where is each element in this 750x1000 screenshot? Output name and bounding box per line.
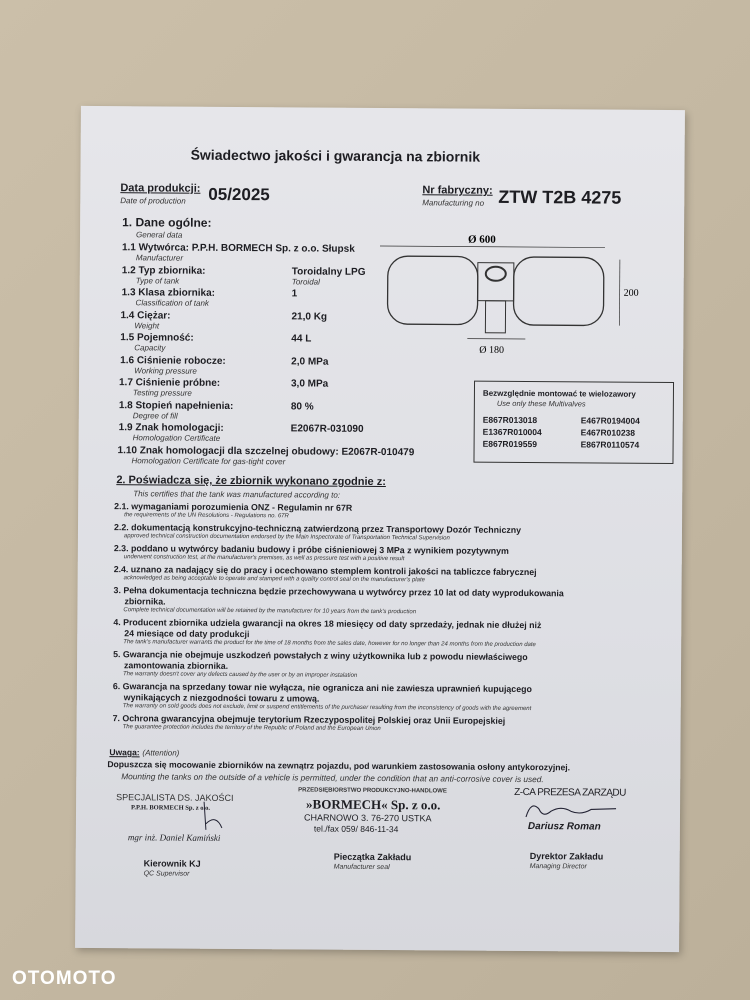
certify-item-text: 2.1. wymaganiami porozumienia ONZ - Regulamin nr 67R bbox=[114, 501, 353, 513]
height-label: 200 bbox=[623, 287, 639, 299]
certify-item bbox=[113, 617, 673, 650]
certify-item-text-en: acknowledged as being acceptable to operate and stamped with a quality control seal on the manufacturer's plate bbox=[123, 575, 426, 584]
certify-item-text-en: The warranty doesn't cover any defects caused by the user or by an improper instalation bbox=[122, 671, 358, 679]
certify-item bbox=[113, 713, 673, 735]
general-row-label: 1.9 Znak homologacji: bbox=[118, 422, 224, 434]
certify-item bbox=[113, 649, 673, 682]
qc-stamp-line1: SPECJALISTA DS. JAKOŚCI bbox=[116, 792, 234, 803]
multivalve-code: E1367R010004 bbox=[482, 426, 542, 437]
certify-item-text-en: the requirements of the UN Resolutions - Regulations no. 67R bbox=[124, 512, 289, 520]
general-row-value: E2067R-031090 bbox=[290, 423, 364, 435]
serial-label-en: Manufacturing no bbox=[422, 198, 485, 208]
seal-line2: »BORMECH« Sp. z o.o. bbox=[306, 796, 441, 813]
certify-item bbox=[114, 564, 674, 586]
general-row-label: 1.5 Pojemność: bbox=[120, 332, 194, 344]
general-row-value: 3,0 MPa bbox=[290, 378, 329, 390]
certify-item-text-en: The warranty on sold goods does not exclude, limit or suspend entitlements of the purchaser resulting from the inconsistency of goods with the agreement bbox=[122, 703, 532, 713]
tank-diagram bbox=[379, 232, 650, 360]
document-title: Świadectwo jakości i gwarancja na zbiornik bbox=[190, 146, 481, 165]
certify-item-text: 2.3. poddano u wytwórcy badaniu budowy i próbe ciśnieniowej 3 MPa z wynikiem pozytywnym bbox=[113, 543, 509, 556]
general-row-label-en: Type of tank bbox=[135, 275, 180, 286]
multivalves-heading: Bezwzględnie montować te wielozawory bbox=[482, 388, 636, 399]
diameter-inner-label: Ø 180 bbox=[479, 344, 505, 356]
production-date-value: 05/2025 bbox=[208, 184, 270, 205]
general-heading: 1. Dane ogólne: bbox=[122, 215, 212, 230]
certify-item-text-en: The tank's manufacturer warrants the product for the time of 18 months from the sales date, however for no longer than 24 months from the production date bbox=[123, 639, 536, 649]
qc-name: mgr inż. Daniel Kamiński bbox=[127, 832, 221, 843]
serial-value: ZTW T2B 4275 bbox=[498, 186, 622, 208]
general-row-label-en: Homologation Certificate for gas-tight cover bbox=[131, 455, 286, 466]
general-row-label-en: Degree of fill bbox=[132, 410, 178, 421]
multivalve-code: E467R0194004 bbox=[580, 415, 640, 426]
general-row-label: 1.3 Klasa zbiornika: bbox=[121, 287, 216, 299]
seal-line3: CHARNOWO 3. 76-270 USTKA bbox=[303, 812, 432, 824]
general-row-value: 1 bbox=[291, 288, 298, 300]
multivalve-code: E467R010238 bbox=[580, 427, 636, 438]
production-date-label-en: Date of production bbox=[120, 196, 186, 206]
certify-item-text: 2.4. uznano za nadający się do pracy i ocechowano stemplem kontroli jakości na tabliczce fabrycznej bbox=[113, 564, 537, 578]
otomoto-watermark: OTOMOTO bbox=[12, 968, 117, 989]
director-name: Dariusz Roman bbox=[527, 821, 601, 833]
certify-item bbox=[114, 543, 674, 565]
certify-item-text-cont: zamontowania zbiornika. bbox=[124, 660, 229, 671]
certificate-document bbox=[75, 106, 685, 952]
multivalve-code: E867R013018 bbox=[482, 414, 538, 426]
certify-item bbox=[114, 501, 674, 523]
certify-item bbox=[114, 522, 674, 544]
certify-item-text: 3. Pełna dokumentacja techniczna będzie przechowywana u wytwórcy przez 10 lat od daty wyprodukowania bbox=[113, 585, 564, 599]
general-row-value-en: Toroidal bbox=[291, 276, 320, 287]
general-row-label-en: Classification of tank bbox=[135, 298, 209, 308]
seal-role: Pieczątka Zakładu bbox=[333, 851, 412, 863]
director-stamp-line1: Z-CA PREZESA ZARZĄDU bbox=[514, 786, 626, 799]
certify-item-text-en: approved technical construction documentation endorsed by the Main Inspectorate of Transportation Technical Supervision bbox=[123, 533, 450, 542]
certify-item-text: 6. Gwarancja na sprzedany towar nie wyłącza, nie ogranicza ani nie zawiesza uprawnień kupującego bbox=[112, 681, 532, 695]
certify-item-text-cont: wynikających z niezgodności towaru z umową. bbox=[123, 692, 320, 704]
certify-item-text-cont: 24 miesiące od daty produkcji bbox=[124, 628, 250, 640]
qc-stamp-line2: P.P.H. BORMECH Sp. z o.o. bbox=[131, 804, 211, 812]
multivalve-code: E867R019559 bbox=[482, 438, 537, 449]
production-date-label: Data produkcji: bbox=[120, 182, 201, 195]
multivalve-code: E867R0110574 bbox=[580, 438, 640, 450]
certify-item-text: 4. Producent zbiornika udziela gwarancji na okres 18 miesięcy od daty sprzedaży, jednak nie dłużej niż bbox=[113, 617, 542, 631]
certify-item-text-en: The guarantee protection includes the territory of the Republic of Poland and the European Union bbox=[122, 724, 381, 733]
certify-item bbox=[113, 681, 673, 714]
diameter-outer-label: Ø 600 bbox=[467, 233, 496, 246]
attention-label: Uwaga: bbox=[109, 747, 140, 758]
certify-list bbox=[113, 501, 675, 738]
certify-heading: 2. Poświadcza się, że zbiornik wykonano zgodnie z: bbox=[116, 474, 386, 489]
attention-text-en: Mounting the tanks on the outside of a vehicle is permitted, under the condition that an anti-corrosive cover is used. bbox=[121, 771, 544, 785]
certify-item-text-en: underwent construction test, at the manufacturer's premises, as well as pressure test with a positive result bbox=[123, 554, 405, 563]
certify-item bbox=[113, 585, 673, 618]
qc-role: Kierownik KJ bbox=[143, 858, 201, 869]
general-row-label: 1.8 Stopień napełnienia: bbox=[118, 399, 234, 412]
certify-item-text: 7. Ochrona gwarancyjna obejmuje terytorium Rzeczypospolitej Polskiej oraz Unii Europejskiej bbox=[112, 713, 506, 726]
general-row-label: 1.6 Ciśnienie robocze: bbox=[120, 354, 226, 367]
general-row-label: 1.4 Ciężar: bbox=[120, 309, 171, 322]
attention-label-en: (Attention) bbox=[142, 748, 180, 758]
general-row-value: 21,0 Kg bbox=[291, 310, 328, 323]
director-role: Dyrektor Zakładu bbox=[529, 851, 604, 862]
general-row-label-en: Working pressure bbox=[134, 365, 197, 376]
general-row-label-en: Manufacturer bbox=[135, 253, 184, 263]
general-row-value: 44 L bbox=[291, 333, 312, 345]
general-row-label-en: Capacity bbox=[134, 343, 166, 353]
general-row-label: 1.7 Ciśnienie próbne: bbox=[118, 377, 221, 389]
director-signature bbox=[521, 800, 621, 821]
qc-signature bbox=[196, 800, 226, 832]
seal-role-en: Manufacturer seal bbox=[333, 863, 390, 872]
general-row-value: Toroidalny LPG bbox=[291, 265, 366, 278]
general-row-label-en: Homologation Certificate bbox=[132, 433, 221, 443]
multivalves-heading-en: Use only these Multivalves bbox=[496, 398, 586, 409]
general-row-label-en: Weight bbox=[134, 320, 160, 330]
general-row-label: 1.2 Typ zbiornika: bbox=[121, 264, 206, 277]
general-row-label: 1.10 Znak homologacji dla szczelnej obudowy: E2067R-010479 bbox=[117, 444, 415, 458]
seal-line1: PRZEDSIĘBIORSTWO PRODUKCYJNO-HANDLOWE bbox=[298, 787, 447, 795]
general-heading-en: General data bbox=[136, 230, 183, 240]
general-row-value: 2,0 MPa bbox=[291, 355, 329, 368]
seal-line4: tel./fax 059/ 846-11-34 bbox=[313, 823, 399, 835]
qc-role-en: QC Supervisor bbox=[143, 870, 190, 878]
certify-item-text: 5. Gwarancja nie obejmuje uszkodzeń powstałych z winy użytkownika lub z powodu niewłaściwego bbox=[113, 649, 528, 663]
certify-item-text-cont: zbiornika. bbox=[124, 596, 166, 607]
multivalves-box bbox=[473, 381, 674, 464]
general-row-label: 1.1 Wytwórca: P.P.H. BORMECH Sp. z o.o. Słupsk bbox=[121, 242, 355, 255]
certify-heading-en: This certifies that the tank was manufactured according to: bbox=[133, 489, 341, 500]
certify-item-text-en: Complete technical documentation will be retained by the manufacturer for 10 years from the tank's production bbox=[123, 607, 417, 616]
attention-text: Dopuszcza się mocowanie zbiorników na zewnątrz pojazdu, pod warunkiem zastosowania osłony antykorozyjnej. bbox=[107, 759, 571, 773]
director-role-en: Managing Director bbox=[529, 863, 587, 871]
certify-item-text: 2.2. dokumentacją konstrukcyjno-techniczną zatwierdzoną przez Transportowy Dozór Techniczny bbox=[113, 522, 522, 535]
general-row-value: 80 % bbox=[290, 400, 314, 413]
serial-label: Nr fabryczny: bbox=[422, 184, 493, 197]
general-row-label-en: Testing pressure bbox=[132, 388, 192, 398]
